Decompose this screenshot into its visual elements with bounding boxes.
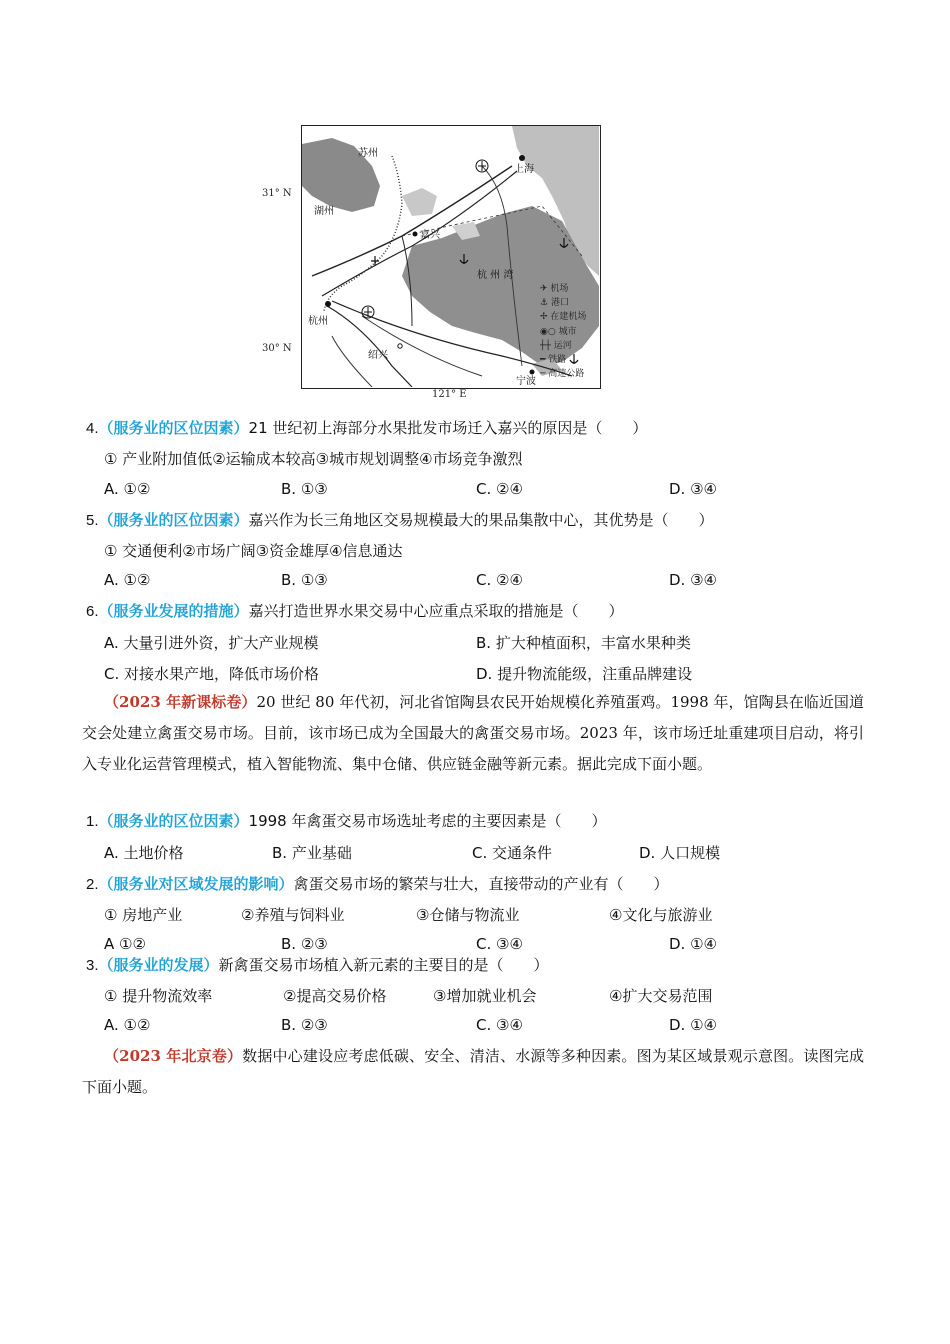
question-3-tag: （服务业的发展） (98, 956, 219, 974)
q3-item-1: ① 提升物流效率 (104, 987, 213, 1005)
q3-option-a[interactable]: A. ①② (104, 1016, 151, 1034)
passage-1-source: （2023 年新课标卷） (104, 693, 257, 711)
q5-option-d[interactable]: D. ③④ (669, 571, 717, 589)
city-shanghai: 上海 (514, 164, 534, 175)
highway-legend-icon: ─ (540, 369, 546, 380)
question-2-tag: （服务业对区域发展的影响） (98, 875, 294, 893)
q1-option-d[interactable]: D. 人口规模 (639, 844, 721, 862)
q6-option-c[interactable]: C. 对接水果产地，降低市场价格 (104, 665, 320, 683)
q1-option-c[interactable]: C. 交通条件 (472, 844, 553, 862)
q2-option-c[interactable]: C. ③④ (476, 935, 523, 953)
question-5: 5.（服务业的区位因素）嘉兴作为长三角地区交易规模最大的果品集散中心，其优势是（ ） (86, 511, 714, 529)
q1-option-b[interactable]: B. 产业基础 (272, 844, 352, 862)
q3-item-2: ②提高交易价格 (283, 987, 387, 1005)
lat-31-label: 31° N (262, 188, 292, 199)
q6-option-b[interactable]: B. 扩大种植面积，丰富水果种类 (476, 634, 691, 652)
q3-option-b[interactable]: B. ②③ (281, 1016, 328, 1034)
q4-option-c[interactable]: C. ②④ (476, 480, 523, 498)
passage-2 (82, 1041, 864, 1103)
city-hangzhou: 杭州 (308, 316, 328, 327)
question-6-stem: 嘉兴打造世界水果交易中心应重点采取的措施是（ ） (248, 602, 624, 620)
legend-row-airport: ✈ 机场 (540, 284, 569, 294)
q5-option-b[interactable]: B. ①③ (281, 571, 328, 589)
q2-item-2: ②养殖与饲料业 (241, 906, 345, 924)
q3-item-3: ③增加就业机会 (433, 987, 537, 1005)
question-4-items: ① 产业附加值低②运输成本较高③城市规划调整④市场竞争激烈 (104, 450, 523, 468)
building-airport-legend-icon: ✢ (540, 312, 548, 323)
map-legend-panel (540, 282, 600, 381)
canal-legend-icon: ┼┼ (540, 340, 551, 351)
city-legend-icon: ◉○ (540, 326, 556, 337)
bay-label: 杭 州 湾 (477, 270, 514, 281)
q4-option-d[interactable]: D. ③④ (669, 480, 717, 498)
city-suzhou: 苏州 (358, 148, 378, 159)
question-1-stem: 1998 年禽蛋交易市场选址考虑的主要因素是（ ） (248, 812, 607, 830)
question-2: 2.（服务业对区域发展的影响）禽蛋交易市场的繁荣与壮大，直接带动的产业有（ ） (86, 875, 669, 893)
question-6-tag: （服务业发展的措施） (98, 602, 249, 620)
q5-option-c[interactable]: C. ②④ (476, 571, 523, 589)
railway-legend-icon: ━ (540, 355, 546, 366)
q3-option-d[interactable]: D. ①④ (669, 1016, 717, 1034)
question-3-stem: 新禽蛋交易市场植入新元素的主要目的是（ ） (218, 956, 549, 974)
lat-30-label: 30° N (262, 343, 292, 354)
port-legend-icon: ⚓ (540, 298, 549, 309)
legend-row-port: ⚓ 港口 (540, 298, 569, 309)
passage-1-text: 20 世纪 80 年代初，河北省馆陶县农民开始规模化养殖蛋鸡。1998 年，馆陶县在临近国道交会处建立禽蛋交易市场。目前，该市场已成为全国最大的禽蛋交易市场。2023 年，该市场迁址重建项目启动，将引入专业化运营管理模式，植入智能物流、集中仓储、供应链金融等新元素。据此完成下面小题。 (82, 693, 864, 773)
city-huzhou: 湖州 (314, 206, 334, 217)
city-ningbo: 宁波 (516, 376, 536, 387)
q4-option-b[interactable]: B. ①③ (281, 480, 328, 498)
q6-option-d[interactable]: D. 提升物流能级，注重品牌建设 (476, 665, 693, 683)
question-3: 3.（服务业的发展）新禽蛋交易市场植入新元素的主要目的是（ ） (86, 956, 549, 974)
q3-item-4: ④扩大交易范围 (609, 987, 713, 1005)
question-2-stem: 禽蛋交易市场的繁荣与壮大，直接带动的产业有（ ） (293, 875, 669, 893)
passage-2-text: 数据中心建设应考虑低碳、安全、清洁、水源等多种因素。图为某区域景观示意图。读图完成下面小题。 (82, 1047, 864, 1096)
passage-1 (82, 687, 864, 780)
question-1-tag: （服务业的区位因素） (98, 812, 249, 830)
question-1: 1.（服务业的区位因素）1998 年禽蛋交易市场选址考虑的主要因素是（ ） (86, 812, 607, 830)
legend-row-city: ◉○ 城市 (540, 326, 577, 337)
question-4-stem: 21 世纪初上海部分水果批发市场迁入嘉兴的原因是（ ） (248, 419, 648, 437)
q2-option-d[interactable]: D. ①④ (669, 935, 717, 953)
legend-row-highway: ─ 高速公路 (540, 369, 585, 380)
city-shaoxing: 绍兴 (368, 350, 388, 361)
question-5-stem: 嘉兴作为长三角地区交易规模最大的果品集散中心，其优势是（ ） (248, 511, 714, 529)
q2-option-b[interactable]: B. ②③ (281, 935, 328, 953)
question-5-tag: （服务业的区位因素） (98, 511, 249, 529)
legend-row-canal: ┼┼ 运河 (540, 340, 572, 351)
question-4-tag: （服务业的区位因素） (98, 419, 249, 437)
question-4: 4.（服务业的区位因素）21 世纪初上海部分水果批发市场迁入嘉兴的原因是（ ） (86, 419, 648, 437)
q3-option-c[interactable]: C. ③④ (476, 1016, 523, 1034)
q5-option-a[interactable]: A. ①② (104, 571, 151, 589)
city-jiaxing: 嘉兴 (420, 230, 440, 241)
q4-option-a[interactable]: A. ①② (104, 480, 151, 498)
q2-item-1: ① 房地产业 (104, 906, 183, 924)
q2-item-4: ④文化与旅游业 (609, 906, 713, 924)
q6-option-a[interactable]: A. 大量引进外资，扩大产业规模 (104, 634, 319, 652)
q2-item-3: ③仓储与物流业 (416, 906, 520, 924)
legend-row-building-airport: ✢ 在建机场 (540, 312, 587, 323)
question-6: 6.（服务业发展的措施）嘉兴打造世界水果交易中心应重点采取的措施是（ ） (86, 602, 624, 620)
airport-legend-icon: ✈ (540, 284, 548, 294)
lon-121-label: 121° E (432, 389, 467, 400)
q2-option-a[interactable]: A ①② (104, 935, 146, 953)
passage-2-source: （2023 年北京卷） (104, 1047, 243, 1065)
question-5-items: ① 交通便利②市场广阔③资金雄厚④信息通达 (104, 542, 403, 560)
legend-row-railway: ━ 铁路 (540, 355, 567, 366)
q1-option-a[interactable]: A. 土地价格 (104, 844, 184, 862)
